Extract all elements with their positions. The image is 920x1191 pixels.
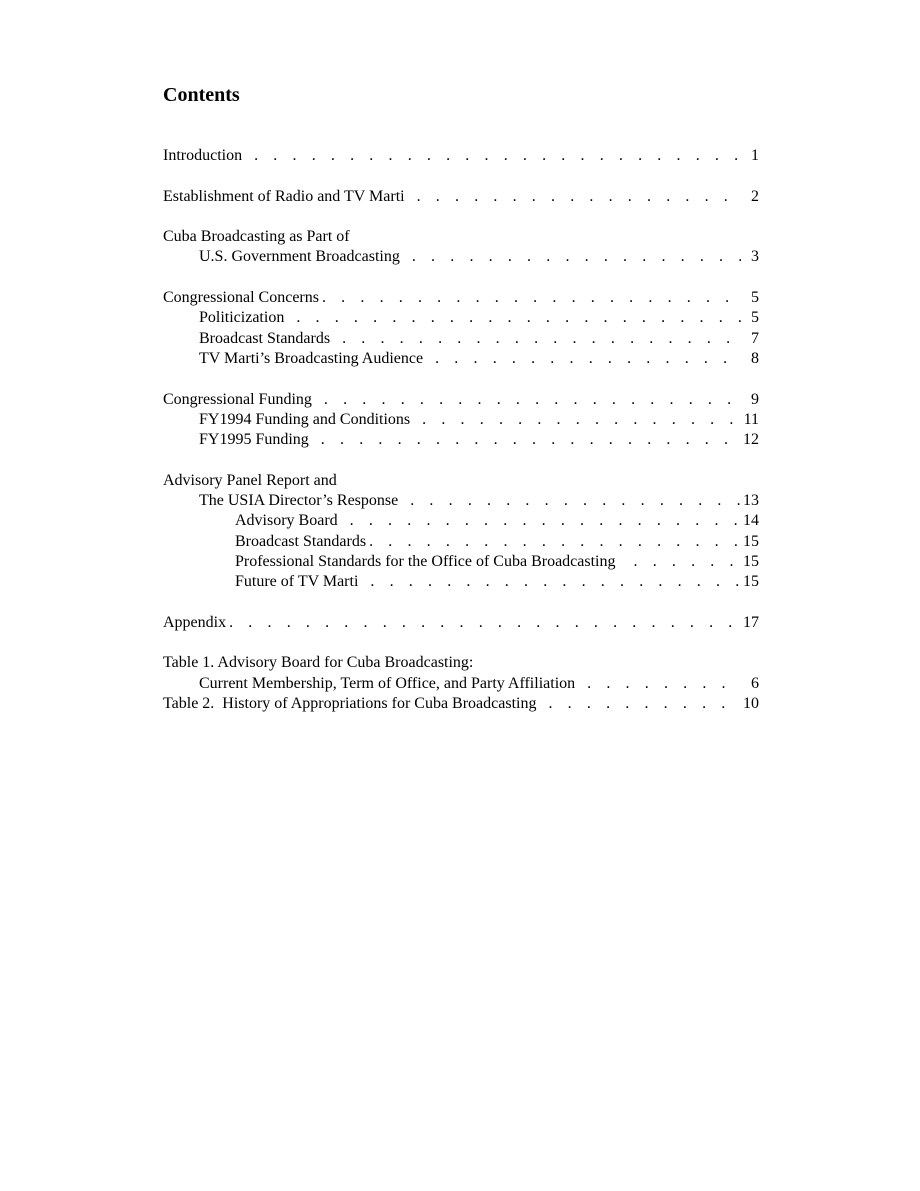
- toc-entry-page: 2: [751, 187, 759, 205]
- toc-entry-title-continuation: The USIA Director’s Response: [199, 492, 399, 510]
- toc-entry-title: Advisory Panel Report and: [163, 471, 337, 489]
- dot-leader: [366, 532, 741, 552]
- dot-leader: [616, 552, 742, 572]
- toc-entry-title: Future of TV Marti: [235, 573, 359, 591]
- toc-entry-page: 7: [751, 329, 759, 347]
- toc-entry-page: 9: [751, 390, 759, 408]
- toc-entry-title: Appendix: [163, 613, 227, 631]
- toc-entry-professional-standards[interactable]: [163, 552, 759, 572]
- dot-leader: [400, 247, 741, 267]
- dot-leader: [284, 308, 741, 328]
- toc-entry-us-government-broadcasting[interactable]: [163, 247, 759, 267]
- toc-entry-title: Congressional Funding: [163, 390, 312, 408]
- contents-heading: Contents: [163, 84, 240, 106]
- toc-entry-advisory-panel-report[interactable]: [163, 471, 759, 491]
- toc-entry-congressional-concerns[interactable]: [163, 288, 759, 308]
- toc-entry-page: 13: [743, 492, 759, 510]
- dot-leader: [312, 390, 741, 410]
- toc-entry-title: FY1995 Funding: [199, 431, 309, 449]
- toc-entry-table-1-continuation[interactable]: [163, 674, 759, 694]
- toc-entry-title: FY1994 Funding and Conditions: [199, 410, 411, 428]
- toc-entry-page: 11: [743, 410, 759, 428]
- toc-entry-broadcast-standards[interactable]: [163, 329, 759, 349]
- toc-entry-page: 12: [743, 431, 759, 449]
- toc-entry-title: Table 1. Advisory Board for Cuba Broadcasting:: [163, 654, 474, 672]
- toc-entry-introduction[interactable]: [163, 146, 759, 166]
- toc-entry-title: Advisory Board: [235, 512, 338, 530]
- dot-leader: [330, 329, 741, 349]
- dot-leader: [410, 410, 741, 430]
- toc-entry-page: 1: [751, 147, 759, 164]
- toc-entry-politicization[interactable]: [163, 308, 759, 328]
- toc-entry-title: Introduction: [163, 147, 243, 164]
- toc-entry-title: Establishment of Radio and TV Marti: [163, 187, 405, 205]
- toc-entry-page: 6: [751, 674, 759, 692]
- toc-entry-title-continuation: Current Membership, Term of Office, and Party Affiliation: [199, 674, 576, 692]
- dot-leader: [242, 146, 741, 166]
- toc-entry-page: 15: [743, 532, 759, 550]
- toc-entry-broadcast-standards-2[interactable]: [163, 532, 759, 552]
- toc-entry-appendix[interactable]: [163, 613, 759, 633]
- toc-entry-table-1[interactable]: [163, 653, 759, 673]
- dot-leader: [536, 694, 741, 714]
- toc-entry-cuba-broadcasting[interactable]: [163, 227, 759, 247]
- toc-entry-page: 10: [743, 695, 759, 713]
- toc-entry-page: 5: [751, 289, 759, 307]
- toc-entry-title: Politicization: [199, 309, 285, 327]
- toc-entry-title: Congressional Concerns: [163, 289, 319, 307]
- toc-entry-future-of-tv-marti[interactable]: [163, 572, 759, 592]
- toc-entry-page: 14: [743, 512, 759, 530]
- toc-entry-advisory-board[interactable]: [163, 511, 759, 531]
- toc-entry-usia-directors-response[interactable]: [163, 491, 759, 511]
- toc-entry-page: 8: [751, 349, 759, 367]
- dot-leader: [309, 430, 741, 450]
- toc-entry-page: 15: [743, 552, 759, 570]
- dot-leader: [226, 613, 741, 633]
- toc-entry-page: 3: [751, 248, 759, 266]
- toc-entry-table-2[interactable]: [163, 694, 759, 714]
- toc-entry-page: 15: [743, 573, 759, 591]
- dot-leader: [338, 511, 741, 531]
- table-of-contents: [163, 146, 759, 714]
- toc-entry-fy1995-funding[interactable]: [163, 430, 759, 450]
- toc-entry-title: Table 2. History of Appropriations for Cuba Broadcasting: [163, 695, 537, 713]
- toc-entry-title: Broadcast Standards: [235, 532, 367, 550]
- toc-entry-page: 5: [751, 309, 759, 327]
- dot-leader: [405, 187, 741, 207]
- toc-entry-title: Broadcast Standards: [199, 329, 331, 347]
- dot-leader: [575, 674, 741, 694]
- dot-leader: [423, 349, 741, 369]
- toc-entry-title: Cuba Broadcasting as Part of: [163, 228, 350, 246]
- toc-entry-congressional-funding[interactable]: [163, 390, 759, 410]
- toc-entry-title-continuation: U.S. Government Broadcasting: [199, 248, 400, 266]
- dot-leader: [319, 288, 741, 308]
- toc-entry-fy1994-funding[interactable]: [163, 410, 759, 430]
- dot-leader: [358, 572, 741, 592]
- toc-entry-tv-marti-audience[interactable]: [163, 349, 759, 369]
- toc-entry-establishment[interactable]: [163, 187, 759, 207]
- dot-leader: [398, 491, 741, 511]
- toc-entry-title: Professional Standards for the Office of Cuba Broadcasting: [235, 552, 616, 570]
- toc-entry-page: 17: [743, 613, 759, 631]
- toc-entry-title: TV Marti’s Broadcasting Audience: [199, 349, 424, 367]
